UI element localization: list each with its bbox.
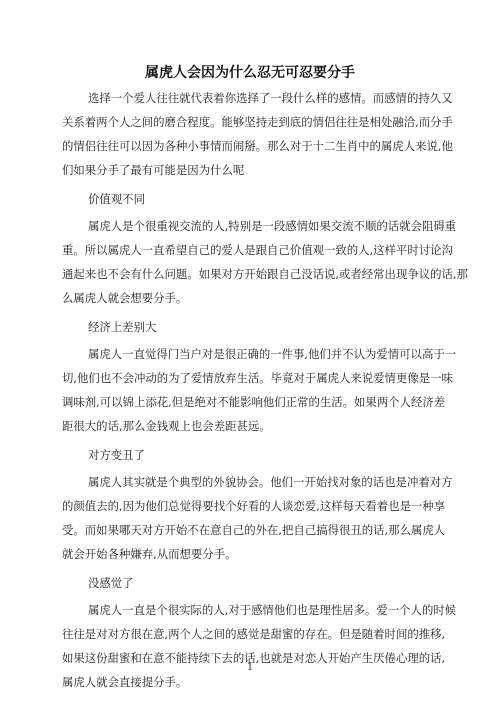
document-title: 属虎人会因为什么忍无可忍要分手 (145, 65, 355, 81)
paragraph-line: 往往是对对方很在意,两个人之间的感觉是甜蜜的存在。但是随着时间的推移, (62, 627, 446, 641)
paragraph-line: 关系着两个人之间的磨合程度。能够坚持走到底的情侣往往是相处融洽,而分手 (62, 115, 453, 129)
section-heading: 对方变丑了 (88, 448, 145, 462)
paragraph-line: 的情侣往往可以因为各种小事情而闹掰。那么对于十二生肖中的属虎人来说,他 (62, 139, 453, 153)
paragraph-line: 重。所以属虎人一直希望自己的爱人是跟自己价值观一致的人,这样平时讨论沟 (62, 243, 453, 257)
page-number: 1 (246, 662, 254, 673)
paragraph-line: 属虎人是个很重视交流的人,特别是一段感情如果交流不顺的话就会阻碍重 (88, 219, 457, 233)
paragraph-line: 属虎人其实就是个典型的外貌协会。他们一开始找对象的话也是冲着对方 (88, 475, 453, 489)
paragraph-line: 的颜值去的,因为他们总觉得要找个好看的人谈恋爱,这样每天看着也是一种享 (62, 499, 446, 513)
section-paragraph (62, 598, 457, 694)
paragraph-line: 们如果分手了最有可能是因为什么呢 (62, 163, 245, 177)
paragraph-line: 选择一个爱人往往就代表着你选择了一段什么样的感情。而感情的持久又 (88, 91, 453, 105)
paragraph-line: 属虎人一直是个很实际的人,对于感情他们也是理性居多。爱一个人的时候 (88, 603, 457, 617)
document-body (62, 86, 468, 694)
paragraph-line: 属虎人一直觉得门当户对是很正确的一件事,他们并不认为爱情可以高于一 (88, 347, 457, 361)
paragraph-line: 切,他们也不会冲动的为了爱情放弃生活。毕竟对于属虎人来说爱情更像是一味 (62, 371, 453, 385)
paragraph-line: 如果这份甜蜜和在意不能持续下去的话,也就是对恋人开始产生厌倦心理的话, (62, 651, 446, 665)
section-heading: 没感觉了 (88, 576, 134, 590)
section-paragraph (62, 342, 457, 438)
section-paragraph (62, 470, 453, 566)
paragraph-line: 属虎人就会直接提分手。 (62, 675, 188, 689)
section-heading: 经济上差别大 (88, 320, 157, 334)
paragraph-line: 距很大的话,那么金钱观上也会差距甚远。 (62, 419, 271, 433)
paragraph-line: 受。而如果哪天对方开始不在意自己的外在,把自己搞得很丑的话,那么属虎人 (62, 523, 446, 537)
section-heading: 价值观不同 (88, 192, 145, 206)
paragraph-line: 就会开始各种嫌弃,从而想要分手。 (62, 547, 237, 561)
paragraph-line: 么属虎人就会想要分手。 (62, 291, 188, 305)
paragraph-line: 通起来也不会有什么问题。如果对方开始跟自己没话说,或者经常出现争议的话,那 (62, 267, 468, 281)
paragraph-line: 调味剂,可以锦上添花,但是绝对不能影响他们正常的生活。如果两个人经济差 (62, 395, 446, 409)
intro-paragraph (62, 86, 453, 182)
section-paragraph (62, 214, 468, 310)
